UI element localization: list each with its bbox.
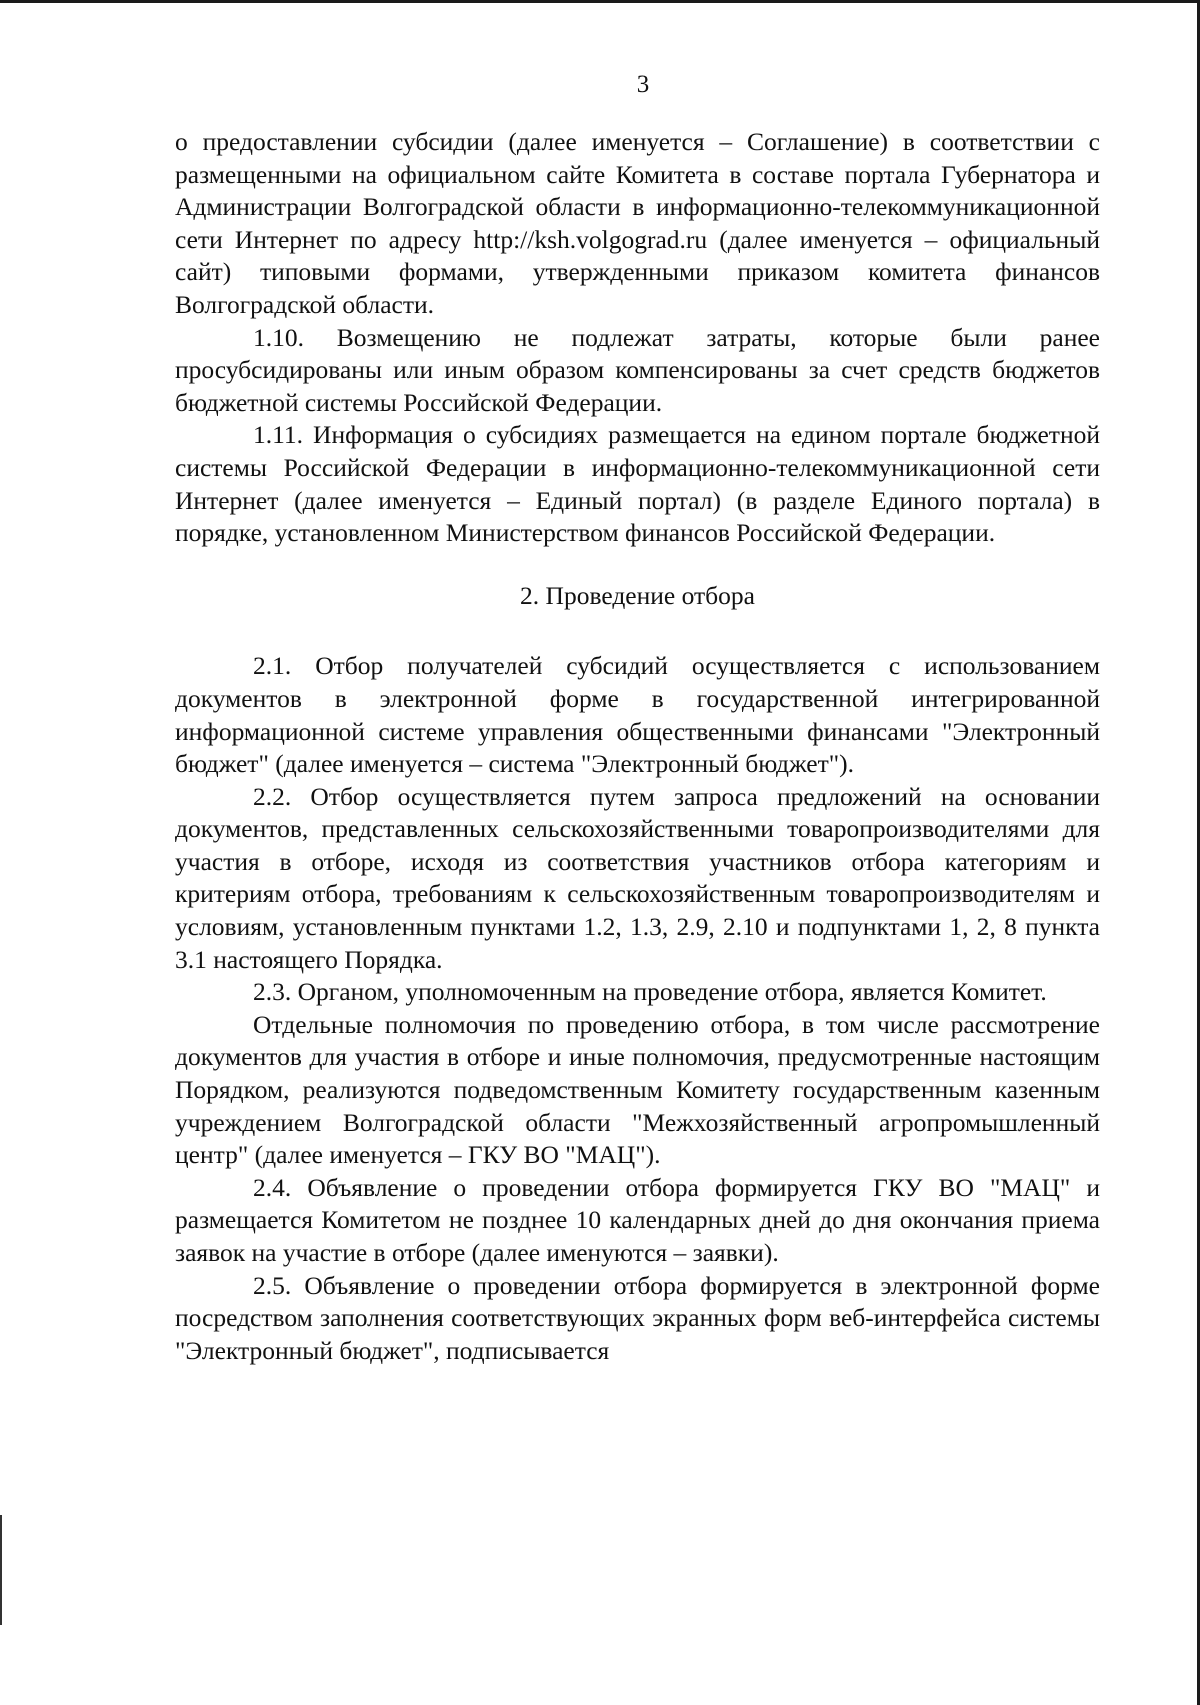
page-number: 3	[636, 71, 650, 98]
paragraph: 2.5. Объявление о проведении отбора формируется в электронной форме посредством заполнения соответствующих экранных форм веб-интерфейса системы "Электронный бюджет", подписывается	[175, 1270, 1100, 1365]
paragraphs-after-heading	[175, 650, 1100, 1367]
paragraph: 2.3. Органом, уполномоченным на проведение отбора, является Комитет.	[253, 977, 1047, 1007]
paragraph: 2.4. Объявление о проведении отбора формируется ГКУ ВО "МАЦ" и размещается Комитетом не позднее 10 календарных дней до дня окончания приема заявок на участие в отборе (далее именуются – заявки).	[175, 1172, 1100, 1267]
paragraph: 1.11. Информация о субсидиях размещается на едином портале бюджетной системы Российской Федерации в информационно-телекоммуникационной сети Интернет (далее именуется – Единый портал) (в разделе Единого портала) в порядке, установленном Министерством финансов Российской Федерации.	[175, 420, 1100, 548]
paragraph: 1.10. Возмещению не подлежат затраты, которые были ранее просубсидированы или иным образом компенсированы за счет средств бюджетов бюджетной системы Российской Федерации.	[175, 322, 1100, 417]
paragraphs-before-heading	[175, 126, 1100, 550]
paragraph: 2.2. Отбор осуществляется путем запроса предложений на основании документов, представленных сельскохозяйственными товаропроизводителями для участия в отборе, исходя из соответствия участников отбора категориям и критериям отбора, требованиям к сельскохозяйственным товаропроизводителям и условиям, установленным пунктами 1.2, 1.3, 2.9, 2.10 и подпунктами 1, 2, 8 пункта 3.1 настоящего Порядка.	[175, 781, 1100, 974]
section-heading: 2. Проведение отбора	[520, 580, 755, 610]
document-body	[175, 126, 1100, 1367]
scan-edge-left	[0, 1515, 2, 1625]
scan-edge-top	[0, 0, 1200, 3]
paragraph: 2.1. Отбор получателей субсидий осуществляется с использованием документов в электронной форме в государственной интегрированной информационной системе управления общественными финансами "Электронный бюджет" (далее именуется – система "Электронный бюджет").	[175, 651, 1100, 779]
paragraph: Отдельные полномочия по проведению отбора, в том числе рассмотрение документов для участия в отборе и иные полномочия, предусмотренные настоящим Порядком, реализуются подведомственным Комитету государственным казенным учреждением Волгоградской области "Межхозяйственный агропромышленный центр" (далее именуется – ГКУ ВО "МАЦ").	[175, 1009, 1100, 1170]
paragraph: о предоставлении субсидии (далее именуется – Соглашение) в соответствии с размещенными на официальном сайте Комитета в составе портала Губернатора и Администрации Волгоградской области в информационно-телекоммуникационной сети Интернет по адресу http://ksh.volgograd.ru (далее именуется – официальный сайт) типовыми формами, утвержденными приказом комитета финансов Волгоградской области.	[175, 127, 1100, 319]
